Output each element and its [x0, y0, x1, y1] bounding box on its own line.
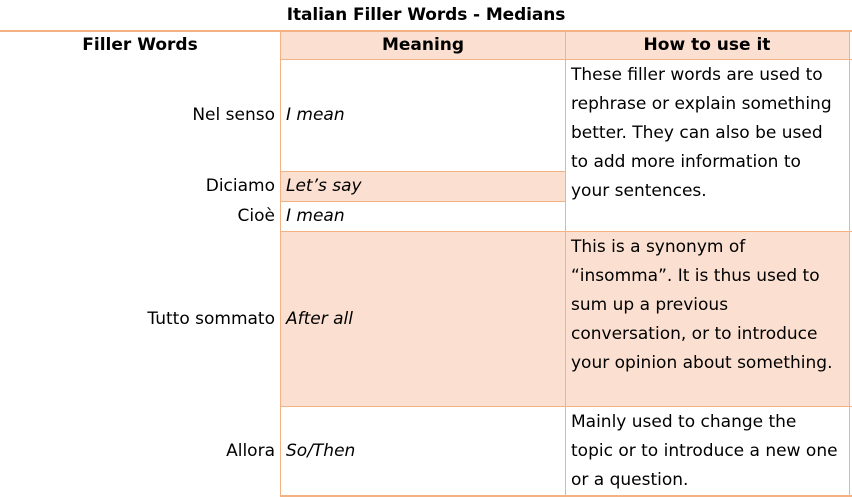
filler-word: Allora: [226, 440, 275, 461]
filler-word: Cioè: [237, 206, 275, 226]
header-filler-words: Filler Words: [82, 35, 198, 55]
usage-text: These filler words are used to rephrase or explain something better. They can also be used to add more information to your sentences.: [571, 65, 832, 202]
usage-text: Mainly used to change the topic or to introduce a new one or a question.: [571, 412, 838, 491]
meaning: So/Then: [286, 440, 356, 461]
grid-line: [849, 30, 850, 497]
header-meaning: Meaning: [381, 35, 465, 55]
header-how-to-use: How to use it: [643, 35, 771, 55]
filler-word: Nel senso: [192, 105, 275, 125]
usage-text: This is a synonym of “insomma”. It is thus used to sum up a previous conversation, or to introduce your opinion about something.: [571, 237, 833, 374]
filler-words-table: [0, 30, 852, 497]
filler-word: Diciamo: [205, 176, 275, 196]
meaning: After all: [286, 308, 353, 329]
meaning: I mean: [286, 105, 345, 125]
meaning: I mean: [286, 206, 345, 226]
table-title: Italian Filler Words - Medians: [286, 5, 566, 25]
meaning: Let’s say: [286, 176, 362, 196]
filler-word: Tutto sommato: [147, 308, 275, 329]
